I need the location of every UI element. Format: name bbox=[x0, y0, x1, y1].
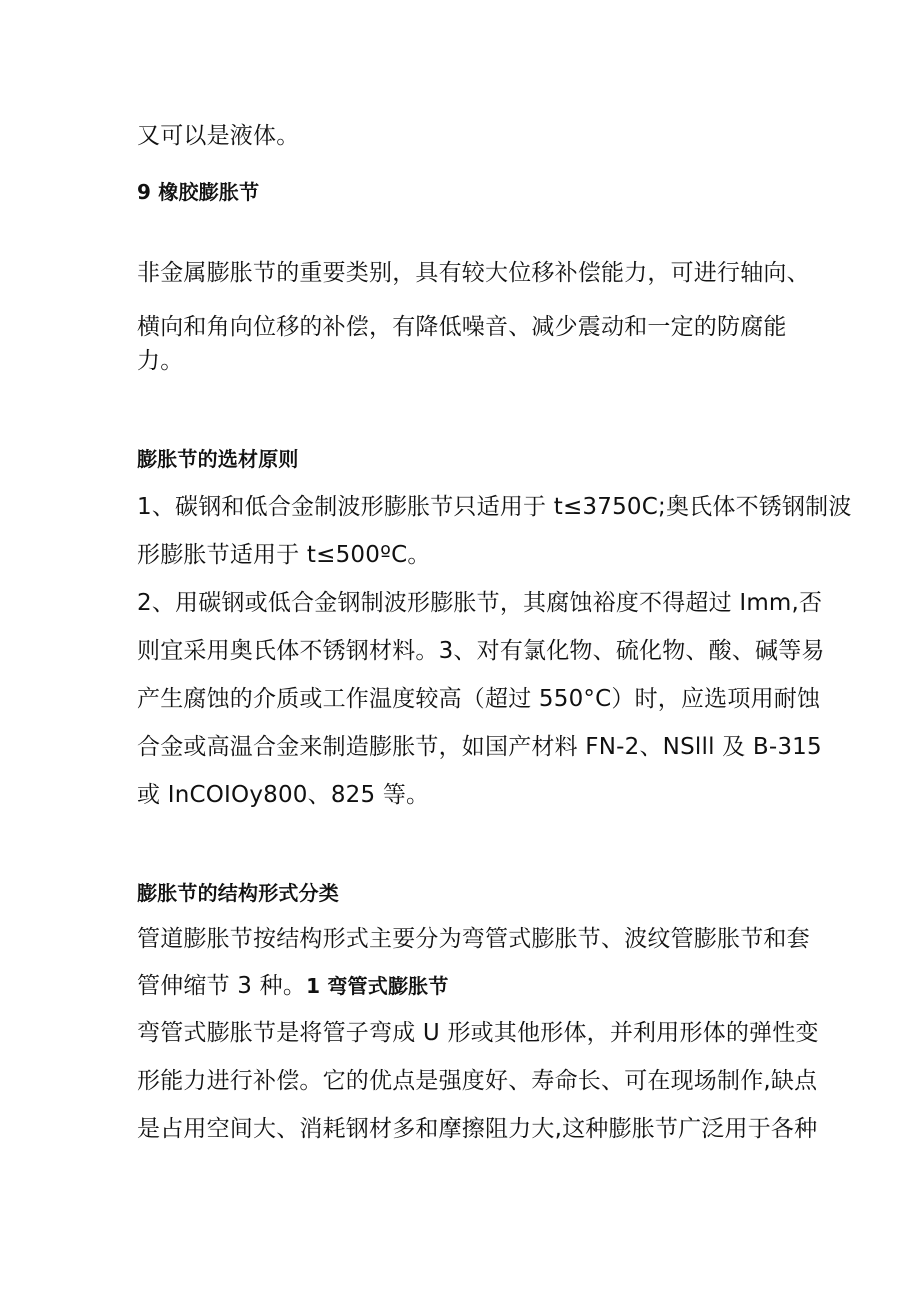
paragraph-line: 合金或高温合金来制造膨胀节，如国产材料 FN-2、NSlll 及 B-315 bbox=[137, 734, 822, 760]
section-heading-bend-joint: 1 弯管式膨胀节 bbox=[306, 974, 449, 998]
paragraph-line: 弯管式膨胀节是将管子弯成 U 形或其他形体，并利用形体的弹性变 bbox=[137, 1020, 819, 1046]
paragraph-line: 横向和角向位移的补偿，有降低噪音、减少震动和一定的防腐能 bbox=[137, 314, 787, 340]
paragraph-line: 则宜采用奥氏体不锈钢材料。3、对有氯化物、硫化物、酸、碱等易 bbox=[137, 638, 825, 664]
paragraph-line: 形膨胀节适用于 t≤500ºC。 bbox=[137, 542, 431, 568]
section-heading-material-selection: 膨胀节的选材原则 bbox=[137, 447, 299, 471]
paragraph-line: 或 InCOIOy800、825 等。 bbox=[137, 782, 430, 808]
paragraph-line: 力。 bbox=[137, 348, 184, 374]
section-heading-rubber-joint: 9 橡胶膨胀节 bbox=[137, 180, 260, 204]
paragraph-line: 又可以是液体。 bbox=[137, 123, 300, 149]
section-heading-structure-types: 膨胀节的结构形式分类 bbox=[137, 881, 339, 905]
paragraph-text: 管伸缩节 3 种。 bbox=[137, 973, 307, 999]
paragraph-line: 形能力进行补偿。它的优点是强度好、寿命长、可在现场制作,缺点 bbox=[137, 1068, 818, 1094]
paragraph-line: 1、碳钢和低合金制波形膨胀节只适用于 t≤3750C;奥氏体不锈钢制波 bbox=[137, 494, 852, 520]
paragraph-line: 是占用空间大、消耗钢材多和摩擦阻力大,这种膨胀节广泛用于各种 bbox=[137, 1116, 818, 1142]
paragraph-line bbox=[137, 971, 449, 1001]
paragraph-line: 产生腐蚀的介质或工作温度较高（超过 550°C）时，应选项用耐蚀 bbox=[137, 686, 821, 712]
paragraph-line: 管道膨胀节按结构形式主要分为弯管式膨胀节、波纹管膨胀节和套 bbox=[137, 926, 810, 952]
paragraph-line: 2、用碳钢或低合金钢制波形膨胀节，其腐蚀裕度不得超过 Imm,否 bbox=[137, 590, 823, 616]
paragraph-line: 非金属膨胀节的重要类别，具有较大位移补偿能力，可进行轴向、 bbox=[137, 260, 810, 286]
